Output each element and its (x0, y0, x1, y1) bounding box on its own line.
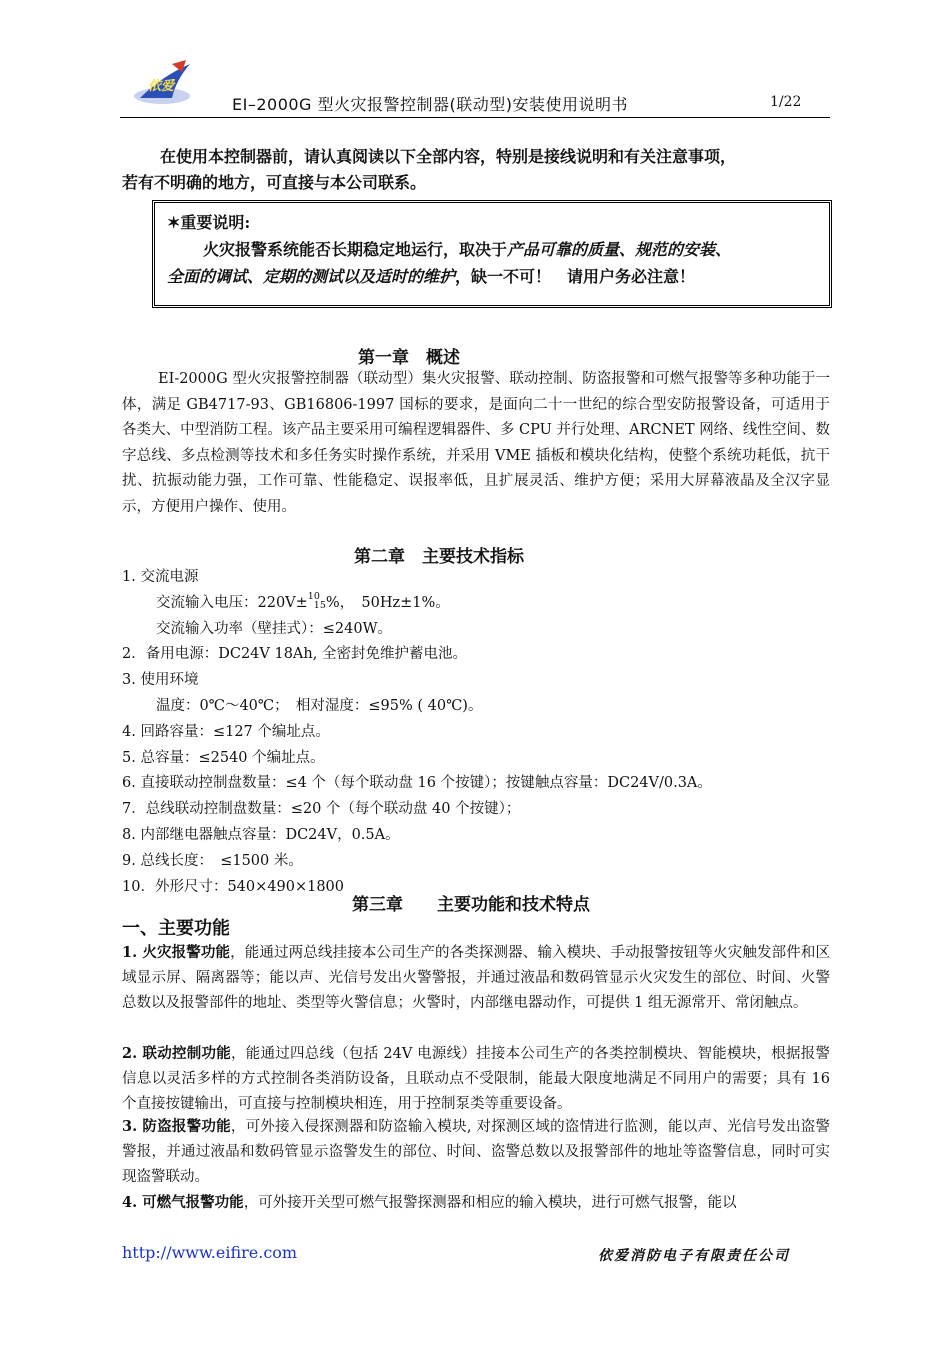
spec-item: 温度：0℃～40℃； 相对湿度：≤95% ( 40℃)。 (156, 697, 483, 714)
spec-item: 7．总线联动控制盘数量：≤20 个（每个联动盘 40 个按键）； (122, 801, 521, 818)
function-heading: 4. 可燃气报警功能 (122, 1194, 244, 1211)
spec-item: 3. 使用环境 (122, 672, 199, 689)
function-fire-alarm (122, 940, 830, 1017)
notice-emphasis-a: 产品可靠的质量、规范的安装、 (507, 240, 732, 259)
spec-item: 6. 直接联动控制盘数量：≤4 个（每个联动盘 16 个按键）；按键触点容量：DC24V/0.3A。 (122, 775, 712, 792)
tolerance-lower: 15 (313, 599, 326, 611)
logo-graphic (132, 58, 200, 110)
tolerance-range (308, 592, 326, 610)
section-main-functions: 一、主要功能 (122, 918, 230, 939)
svg-text:依爱: 依爱 (148, 79, 175, 94)
spec-item: 8. 内部继电器触点容量：DC24V，0.5A。 (122, 826, 400, 843)
notice-line-2 (167, 263, 817, 290)
spec-item (122, 591, 830, 617)
function-body: ，能通过两总线挂接本公司生产的各类探测器、输入模块、手动报警按钮等火灾触发部件和区域显示屏、隔离器等；能以声、光信号发出火警警报，并通过液晶和数码管显示火灾发生的部位、时间、火警总数以及报警部件的地址、类型等火警信息；火警时，内部继电器动作，可提供 1 组无源常开、常闭触点。 (122, 945, 830, 1012)
company-logo (132, 58, 200, 110)
notice-text-a: 火灾报警系统能否长期稳定地运行，取决于 (203, 240, 508, 259)
chapter-2-title: 第二章 主要技术指标 (354, 547, 524, 567)
notice-heading: ✶重要说明: (167, 213, 251, 232)
important-notice-box (152, 200, 832, 308)
spec-item: 交流输入功率（壁挂式）：≤240W。 (156, 620, 392, 637)
intro-line-2: 若有不明确的地方，可直接与本公司联系。 (122, 173, 427, 192)
spec-item: 9. 总线长度： ≤1500 米。 (122, 852, 303, 869)
chapter-3-title: 第三章 主要功能和技术特点 (352, 895, 590, 915)
function-body: ，能通过四总线（包括 24V 电源线）挂接本公司生产的各类控制模块、智能模块，根据报警信息以灵活多样的方式控制各类消防设备，且联动点不受限制，能最大限度地满足不同用户的需要；具有 16 个直接按键输出，可直接与控制模块相连，用于控制泵类等重要设备。 (122, 1046, 831, 1113)
function-body: ，可外接开关型可燃气报警探测器和相应的输入模块，进行可燃气报警，能以 (243, 1195, 737, 1211)
spec-item: 4. 回路容量：≤127 个编址点。 (122, 723, 330, 740)
function-heading: 3. 防盗报警功能 (122, 1118, 231, 1135)
chapter-1-title: 第一章 概述 (358, 348, 460, 368)
function-gas-alarm (122, 1190, 830, 1216)
function-burglar-alarm (122, 1114, 830, 1191)
spec-item: 2．备用电源：DC24V 18Ah, 全密封免维护蓄电池。 (122, 646, 467, 663)
function-body: ，可外接入侵探测器和防盗输入模块, 对探测区域的盗情进行监测，能以声、光信号发出盗警警报，并通过液晶和数码管显示盗警发生的部位、时间、盗警总数以及报警部件的地址等盗警信息，同时可实现盗警联动。 (122, 1119, 831, 1186)
spec-item: 5. 总容量：≤2540 个编址点。 (122, 749, 325, 766)
spec-list (122, 565, 830, 900)
notice-text-b: ，缺一不可！ 请用户务必注意！ (455, 267, 696, 286)
spec-item: 10．外形尺寸：540×490×1800 (122, 878, 345, 895)
function-linkage-control (122, 1041, 830, 1118)
intro-line-1: 在使用本控制器前，请认真阅读以下全部内容，特别是接线说明和有关注意事项， (160, 147, 737, 166)
company-name: 依爱消防电子有限责任公司 (598, 1248, 790, 1264)
spec-voltage-rest: %， 50Hz±1%。 (325, 594, 450, 611)
spec-item: 1. 交流电源 (122, 569, 199, 585)
function-heading: 1. 火灾报警功能 (122, 944, 231, 961)
page-number: 1/22 (770, 94, 802, 110)
spec-voltage-label: 交流输入电压：220V± (156, 594, 308, 611)
notice-emphasis-b: 全面的调试、定期的测试以及适时的维护 (167, 267, 456, 286)
chapter-1-body: EI-2000G 型火灾报警控制器（联动型）集火灾报警、联动控制、防盗报警和可燃气报警等多种功能于一体，满足 GB4717-93、GB16806-1997 国标的要求，是面向二十一世纪的综合型安防报警设备，可适用于各类大、中型消防工程。该产品主要采用可编程逻辑器件、多 CPU 并行处理、ARCNET 网络、线性空间、数字总线、多点检测等技术和多任务实时操作系统，并采用 VME 插板和模块化结构，使整个系统功耗低，抗干扰、抗振动能力强，工作可靠、性能稳定、误报率低，且扩展灵活、维护方便；采用大屏幕液晶及全汉字显示，方便用户操作、使用。 (122, 371, 830, 515)
function-heading: 2. 联动控制功能 (122, 1045, 231, 1062)
company-website-link[interactable]: http://www.eifire.com (122, 1243, 298, 1262)
intro-notice (122, 144, 832, 196)
header-divider (120, 117, 830, 118)
tolerance-upper: 10 (307, 590, 320, 602)
document-title: EI–2000G 型火灾报警控制器(联动型)安装使用说明书 (232, 95, 629, 114)
notice-line-1 (167, 236, 817, 263)
